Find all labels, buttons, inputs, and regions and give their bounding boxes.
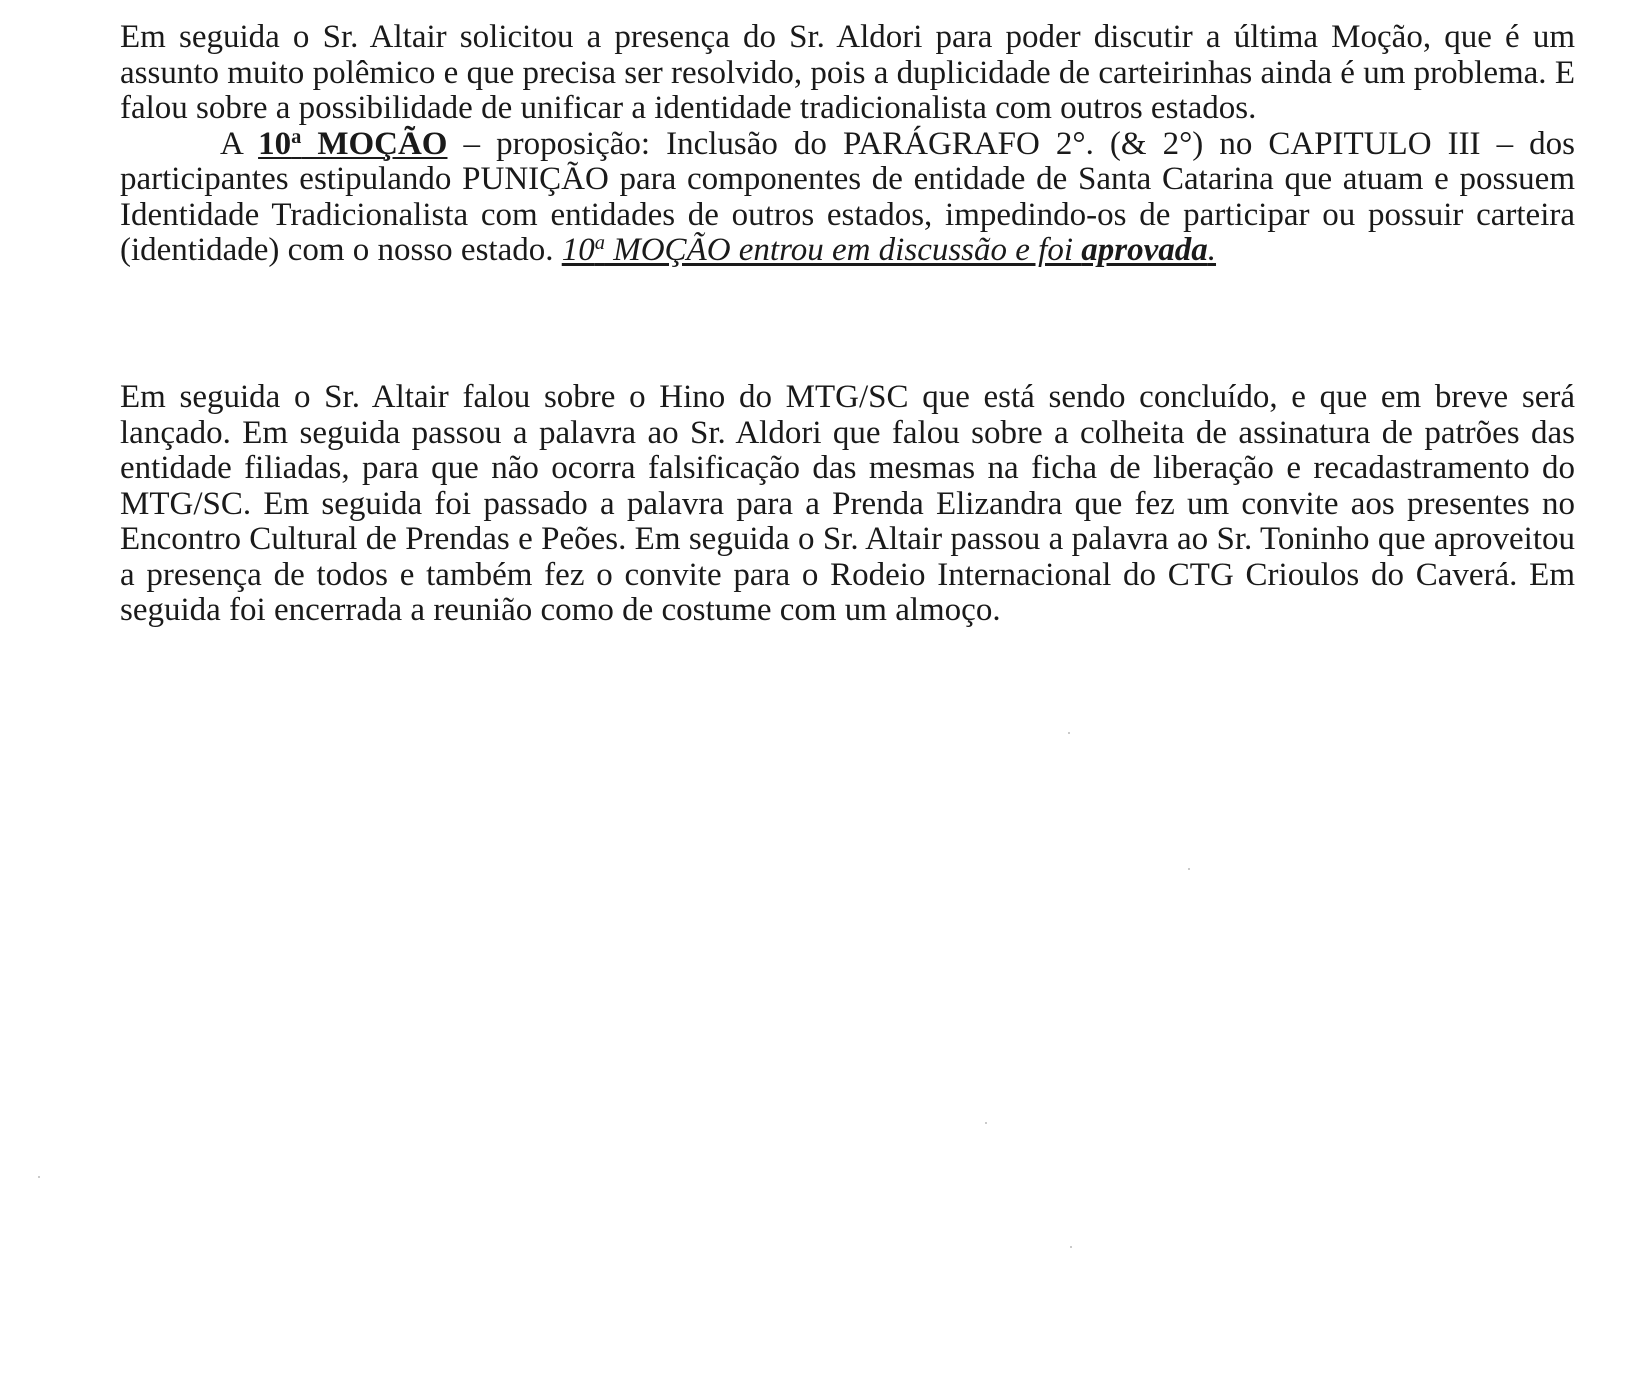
approved-end: . bbox=[1207, 232, 1217, 268]
scan-speck bbox=[985, 1122, 987, 1124]
approved-ordinal: a bbox=[594, 231, 605, 254]
paragraph-hymn-and-closing: Em seguida o Sr. Altair falou sobre o Hino do MTG/SC que está sendo concluído, e que em breve será lançado. Em seguida passou a palavra ao Sr. Aldori que falou sobre a colheita de assinatura de patrões das entidade filiadas, para que não ocorra falsificação das mesmas na ficha de liberação e recadastramento do MTG/SC. Em seguida foi passado a palavra para a Prenda Elizandra que fez um convite aos presentes no Encontro Cultural de Prendas e Peões. Em seguida o Sr. Altair passou a palavra ao Sr. Toninho que aproveitou a presença de todos e também fez o convite para o Rodeio Internacional do CTG Crioulos do Caverá. Em seguida foi encerrada a reunião como de costume com um almoço. bbox=[120, 379, 1575, 628]
approved-word: aprovada bbox=[1081, 232, 1208, 268]
motion-title-ordinal: a bbox=[291, 125, 302, 148]
motion-title-number: 10 bbox=[258, 125, 292, 162]
motion-prefix: A bbox=[220, 125, 259, 162]
approved-text: MOÇÃO entrou em discussão e foi bbox=[604, 232, 1082, 268]
motion-approved-statement bbox=[562, 232, 1216, 268]
motion-title bbox=[258, 126, 447, 162]
scan-speck bbox=[1068, 732, 1070, 734]
motion-body: – proposição: Inclusão do PARÁGRAFO 2°. (& 2°) no CAPITULO III – dos participantes estipulando PUNIÇÃO para componentes de entidade de Santa Catarina que atuam e possuem Identidade Tradicionalista com entidades de outros estados, impedindo-os de participar ou possuir carteira (identidade) com o nosso estado. bbox=[120, 125, 1575, 268]
motion-title-word: MOÇÃO bbox=[301, 125, 448, 162]
paragraph-tenth-motion bbox=[120, 127, 1575, 269]
paragraph-altair-aldori-discussion: Em seguida o Sr. Altair solicitou a presença do Sr. Aldori para poder discutir a última Moção, que é um assunto muito polêmico e que precisa ser resolvido, pois a duplicidade de carteirinhas ainda é um problema. E falou sobre a possibilidade de unificar a identidade tradicionalista com outros estados. bbox=[120, 19, 1575, 126]
minutes-section-second bbox=[120, 380, 1575, 629]
scan-speck bbox=[1070, 1246, 1072, 1248]
scan-speck bbox=[38, 1176, 40, 1178]
minutes-section-first bbox=[120, 20, 1575, 269]
approved-number: 10 bbox=[561, 232, 595, 268]
scan-speck bbox=[1188, 868, 1190, 870]
